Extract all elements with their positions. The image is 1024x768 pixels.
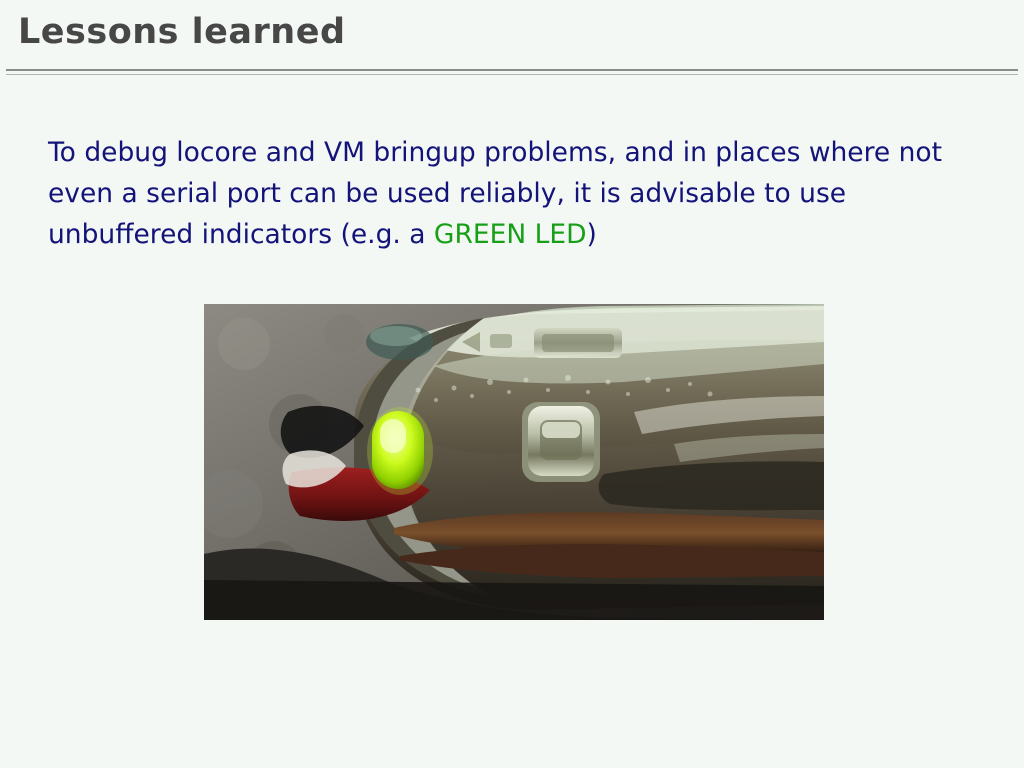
body-segment-tail: ) [586, 219, 597, 250]
body-segment-lead: To debug locore and VM bringup problems, and in places where not even a serial port can be used reliably, it is advisable to use unbuffered indicators (e.g. a [48, 137, 943, 250]
slide-title-block [0, 12, 1024, 68]
slide-body-text [48, 132, 978, 255]
body-segment-green-led: GREEN LED [433, 219, 587, 250]
title-divider [6, 69, 1018, 71]
laptop-edge-green-led-photo [204, 304, 824, 620]
title-divider-secondary [6, 74, 1018, 75]
page-title: Lessons learned [18, 12, 346, 52]
